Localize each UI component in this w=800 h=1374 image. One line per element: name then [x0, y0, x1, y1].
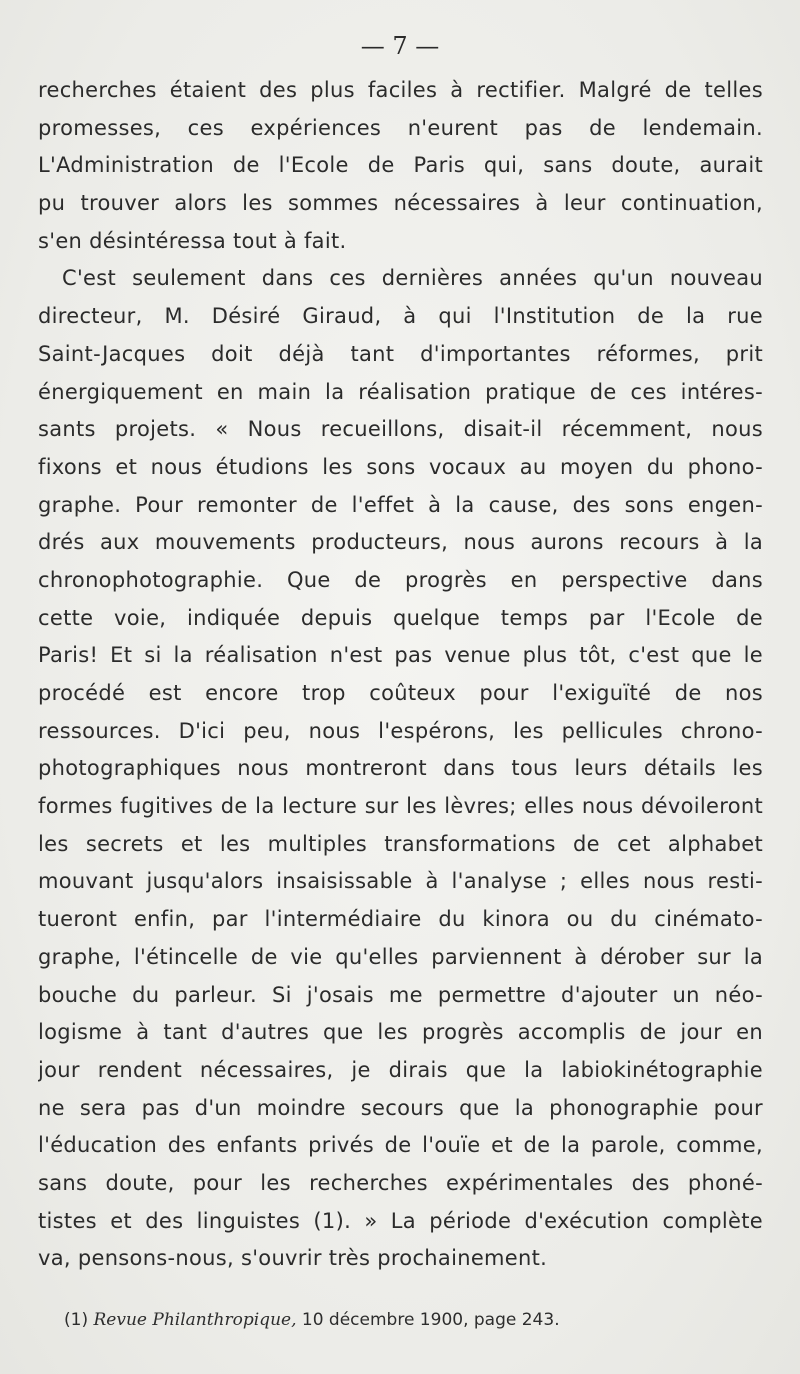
body-text	[38, 72, 763, 1278]
text-line: Paris! Et si la réalisation n'est pas venue plus tôt, c'est que le	[38, 643, 763, 668]
text-line: l'éducation des enfants privés de l'ouïe et de la parole, comme,	[38, 1133, 763, 1158]
text-line: pu trouver alors les sommes nécessaires à leur continuation,	[38, 191, 763, 216]
text-line: cette voie, indiquée depuis quelque temps par l'Ecole de	[38, 605, 763, 630]
text-line: recherches étaient des plus faciles à rectifier. Malgré de telles	[38, 78, 763, 102]
text-line: procédé est encore trop coûteux pour l'exiguïté de nos	[38, 681, 763, 705]
text-line: C'est seulement dans ces dernières années qu'un nouveau	[62, 266, 763, 291]
text-line: Saint-Jacques doit déjà tant d'importantes réformes, prit	[38, 341, 763, 366]
text-line: énergiquement en main la réalisation pratique de ces intéres-	[38, 379, 763, 404]
text-line: va, pensons-nous, s'ouvrir très prochainement.	[38, 1246, 548, 1271]
text-line: logisme à tant d'autres que les progrès accomplis de jour en	[38, 1020, 763, 1045]
text-line: tueront enfin, par l'intermédiaire du kinora ou du cinémato-	[38, 907, 763, 932]
text-line: jour rendent nécessaires, je dirais que la labiokinétographie	[38, 1057, 763, 1082]
text-line: photographiques nous montreront dans tous leurs détails les	[38, 756, 763, 781]
text-line: graphe. Pour remonter de l'effet à la cause, des sons engen-	[38, 492, 763, 517]
footnote-source: Revue Philanthropique,	[93, 1310, 297, 1330]
text-line: graphe, l'étincelle de vie qu'elles parviennent à dérober sur la	[38, 944, 763, 969]
text-line: formes fugitives de la lecture sur les lèvres; elles nous dévoileront	[38, 794, 763, 819]
footnote	[64, 1306, 684, 1334]
text-line: s'en désintéressa tout à fait.	[38, 228, 347, 253]
text-line: sans doute, pour les recherches expérimentales des phoné-	[38, 1170, 763, 1195]
text-line: ne sera pas d'un moindre secours que la phonographie pour	[38, 1095, 763, 1120]
text-line: fixons et nous étudions les sons vocaux au moyen du phono-	[38, 454, 763, 479]
text-line: bouche du parleur. Si j'osais me permettre d'ajouter un néo-	[38, 982, 763, 1007]
page-number: — 7 —	[360, 32, 440, 60]
text-line: directeur, M. Désiré Giraud, à qui l'Institution de la rue	[38, 304, 763, 329]
text-line: promesses, ces expériences n'eurent pas de lendemain.	[38, 115, 763, 140]
text-line: sants projets. « Nous recueillons, disait-il récemment, nous	[38, 417, 763, 442]
text-line: L'Administration de l'Ecole de Paris qui, sans doute, aurait	[38, 153, 763, 178]
text-line: ressources. D'ici peu, nous l'espérons, les pellicules chrono-	[38, 718, 763, 743]
footnote-marker: (1)	[64, 1310, 89, 1330]
text-line: chronophotographie. Que de progrès en perspective dans	[38, 567, 763, 592]
text-line: mouvant jusqu'alors insaisissable à l'analyse ; elles nous resti-	[38, 869, 763, 894]
text-line: les secrets et les multiples transformations de cet alphabet	[38, 831, 763, 856]
text-line: drés aux mouvements producteurs, nous aurons recours à la	[38, 530, 763, 555]
text-line: tistes et des linguistes (1). » La période d'exécution complète	[38, 1208, 763, 1233]
footnote-details: 10 décembre 1900, page 243.	[301, 1310, 560, 1330]
